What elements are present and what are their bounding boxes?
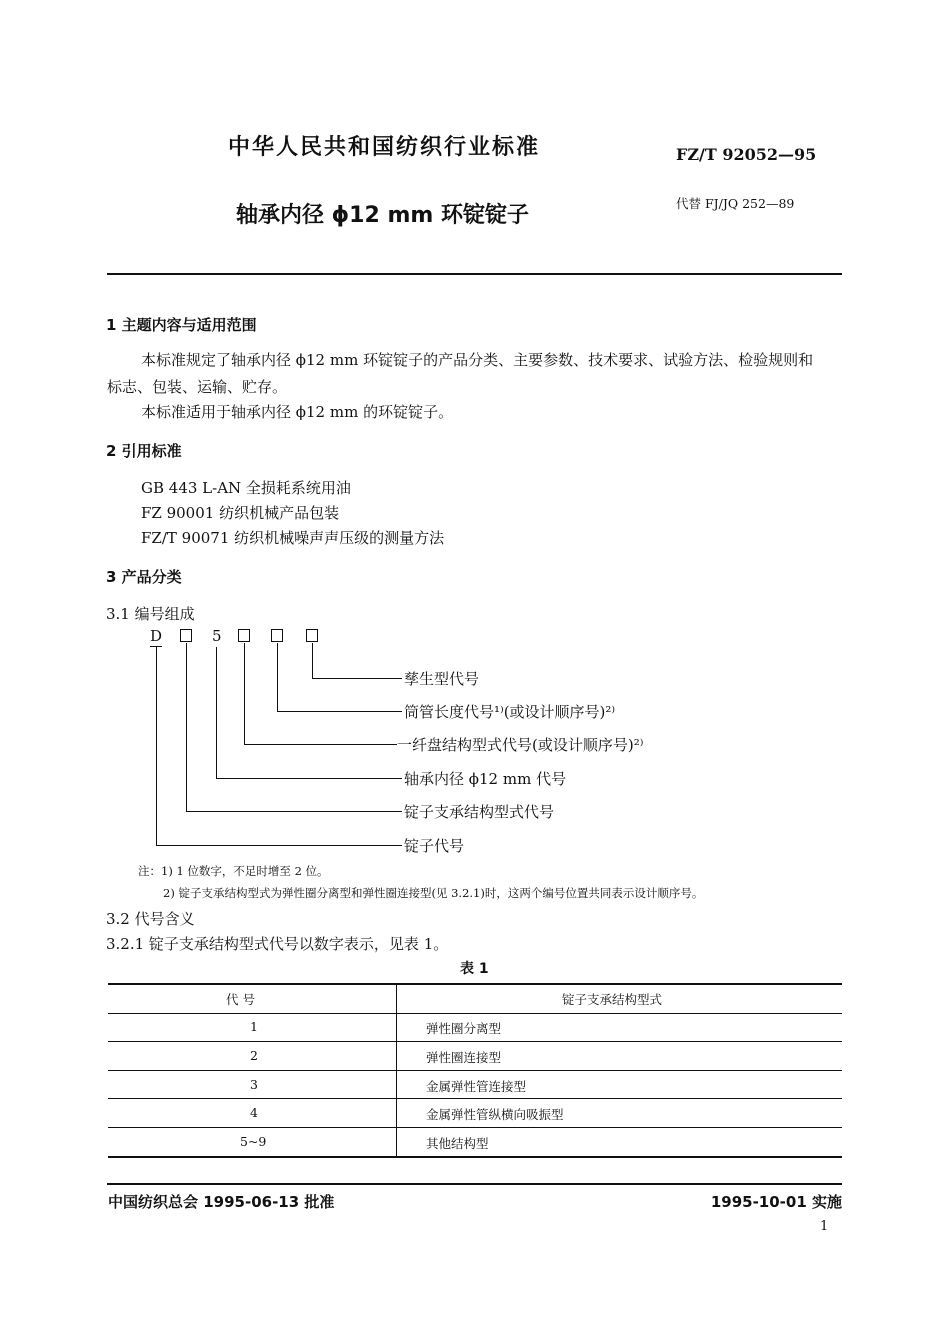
table-row-divider [108,1041,842,1042]
table-cell-code: 5~9 [240,1134,267,1149]
diagram-label: 孳生型代号 [404,670,480,688]
table-cell-type: 金属弹性管连接型 [426,1079,527,1094]
section-1-para-1-line-1: 本标准规定了轴承内径 ϕ12 mm 环锭锭子的产品分类、主要参数、技术要求、试验方法、检验规则和 [141,351,814,369]
diagram-label: 筒管长度代号¹⁾(或设计顺序号)²⁾ [404,703,616,721]
implementation-date: 1995-10-01 实施 [710,1193,842,1211]
org-title: 中华人民共和国纺织行业标准 [228,135,541,160]
table-cell-type: 其他结构型 [426,1136,489,1151]
standard-code: FZ/T 92052—95 [676,145,817,164]
connector-line [312,678,402,679]
connector-line [244,744,397,745]
table-row-divider [108,1013,842,1014]
table-header-type: 锭子支承结构型式 [562,992,663,1007]
footer-rule [107,1183,842,1185]
table-cell-type: 弹性圈分离型 [426,1021,502,1036]
page-number: 1 [820,1219,829,1234]
connector-line [277,711,402,712]
reference-item: FZ 90001 纺织机械产品包装 [141,504,340,522]
reference-item: FZ/T 90071 纺织机械噪声声压级的测量方法 [141,529,445,547]
connector-line [186,643,187,811]
table-cell-type: 弹性圈连接型 [426,1050,502,1065]
table-cell-code: 4 [250,1105,258,1120]
table-cell-code: 1 [250,1019,258,1034]
diagram-label: 轴承内径 ϕ12 mm 代号 [404,770,567,788]
connector-line [277,643,278,711]
code-box [238,629,250,642]
table-cell-type: 金属弹性管纵横向吸振型 [426,1107,564,1122]
section-3-heading: 3 产品分类 [106,568,182,586]
section-3-1-heading: 3.1 编号组成 [106,605,195,623]
section-3-2-heading: 3.2 代号含义 [106,910,195,928]
code-box [271,629,283,642]
section-1-para-1-line-2: 标志、包装、运输、贮存。 [107,378,288,396]
section-1-heading: 1 主题内容与适用范围 [106,316,257,334]
connector-line [312,643,313,678]
table-header-code: 代 号 [226,992,255,1007]
table-caption: 表 1 [460,961,489,977]
code-digit-5: 5 [212,627,222,645]
replaces-note: 代替 FJ/JQ 252—89 [676,196,795,211]
connector-line [186,811,402,812]
section-1-para-2: 本标准适用于轴承内径 ϕ12 mm 的环锭锭子。 [141,403,454,421]
connector-line [156,647,157,845]
code-letter-d: D [150,627,163,645]
diagram-label: 锭子代号 [404,837,465,855]
approval-note: 中国纺织总会 1995-06-13 批准 [108,1193,335,1211]
document-title: 轴承内径 ϕ12 mm 环锭锭子 [236,203,529,228]
table-bottom-rule [108,1156,842,1158]
connector-line [244,643,245,744]
table-top-rule [108,983,842,985]
table-cell-code: 3 [250,1077,258,1092]
header-rule [107,273,842,275]
note-1: 注：1) 1 位数字，不足时增至 2 位。 [138,864,329,878]
connector-line [216,778,402,779]
table-row-divider [108,1127,842,1128]
diagram-label: 锭子支承结构型式代号 [404,803,555,821]
code-box [180,629,192,642]
table-row-divider [108,1098,842,1099]
table-row-divider [108,1070,842,1071]
diagram-label: 一纤盘结构型式代号(或设计顺序号)²⁾ [397,736,644,754]
section-3-2-1-text: 3.2.1 锭子支承结构型式代号以数字表示，见表 1。 [106,935,449,953]
section-2-heading: 2 引用标准 [106,442,182,460]
code-box [306,629,318,642]
connector-line [216,647,217,778]
table-column-divider [396,985,397,1156]
table-cell-code: 2 [250,1048,258,1063]
connector-line [156,845,402,846]
note-2: 2) 锭子支承结构型式为弹性圈分离型和弹性圈连接型(见 3.2.1)时，这两个编号位置共同表示设计顺序号。 [163,886,704,900]
reference-item: GB 443 L-AN 全损耗系统用油 [141,479,351,497]
